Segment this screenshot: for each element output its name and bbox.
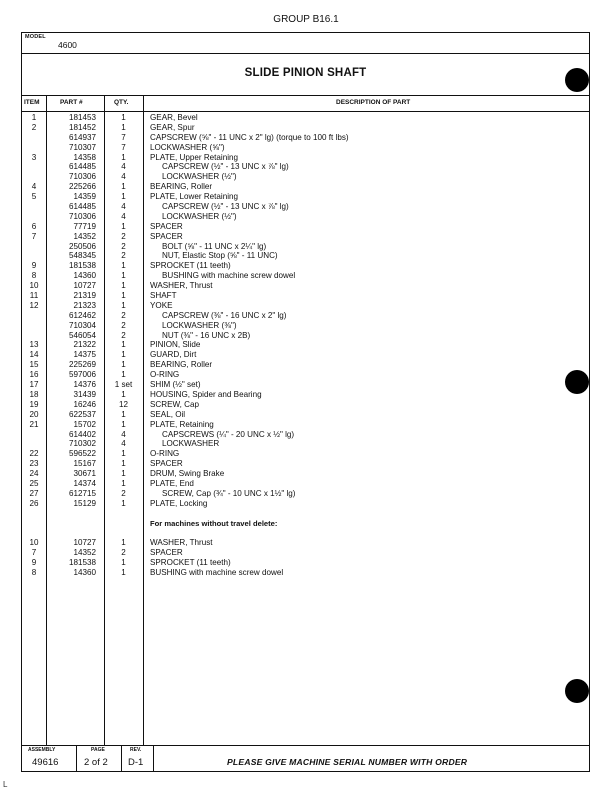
table-row [22, 113, 589, 123]
part-number: 710306 [68, 172, 96, 182]
part-description: SPACER [150, 548, 183, 558]
part-description: CAPSCREW (½" - 13 UNC x ⅞" lg) [162, 202, 289, 212]
part-description: SPACER [150, 231, 183, 241]
table-row [22, 331, 589, 341]
part-description: BEARING, Roller [150, 182, 213, 192]
part-description: O-RING [150, 370, 180, 380]
part-description: SCREW, Cap [150, 399, 200, 409]
table-row [22, 538, 589, 548]
quantity: 4 [121, 162, 126, 172]
item-number: 7 [31, 231, 37, 241]
quantity: 1 [121, 558, 126, 568]
model-label: MODEL [25, 34, 46, 40]
quantity: 2 [121, 310, 126, 320]
table-row [22, 232, 589, 242]
part-number: 181452 [68, 122, 96, 132]
part-description: SHAFT [150, 291, 177, 301]
quantity: 2 [121, 320, 126, 330]
part-number: 225266 [68, 182, 96, 192]
item-number: 9 [31, 261, 37, 271]
part-number: 614485 [68, 202, 96, 212]
part-description: SPACER [150, 459, 183, 469]
assembly-label: ASSEMBLY [28, 747, 56, 753]
item-number: 26 [29, 498, 39, 508]
rev-value: D-1 [128, 757, 144, 768]
item-number: 17 [29, 380, 39, 390]
part-description: PLATE, Retaining [150, 419, 214, 429]
model-box [22, 33, 589, 54]
binder-hole [565, 370, 589, 394]
part-description: O-RING [150, 449, 180, 459]
part-number: 597006 [68, 370, 96, 380]
item-number: 11 [29, 291, 39, 301]
table-row [22, 420, 589, 430]
quantity: 2 [121, 241, 126, 251]
part-description: NUT (⅜" - 16 UNC x 2B) [162, 330, 251, 340]
item-number: 6 [31, 221, 37, 231]
table-row [22, 212, 589, 222]
table-row [22, 251, 589, 261]
quantity: 1 [121, 459, 126, 469]
table-row [22, 340, 589, 350]
table-row [22, 360, 589, 370]
page-number: 2 of 2 [84, 757, 108, 768]
parts-list [22, 113, 589, 578]
footer-divider [121, 746, 122, 772]
item-number: 25 [29, 478, 39, 488]
section-note: For machines without travel delete: [150, 518, 278, 528]
part-number: 21319 [73, 291, 96, 301]
part-description: CAPSCREW (½" - 13 UNC x ⅞" lg) [162, 162, 289, 172]
part-number: 14376 [73, 380, 96, 390]
item-number: 18 [29, 389, 39, 399]
item-number: 7 [31, 548, 37, 558]
quantity: 7 [121, 142, 126, 152]
part-number: 10727 [73, 538, 96, 548]
table-row [22, 143, 589, 153]
part-number: 710307 [68, 142, 96, 152]
binder-hole [565, 68, 589, 92]
quantity: 1 [121, 113, 126, 122]
item-number: 1 [31, 113, 37, 122]
table-row [22, 192, 589, 202]
part-number: 14375 [73, 350, 96, 360]
table-row [22, 172, 589, 182]
part-description: NUT, Elastic Stop (⅝" - 11 UNC) [162, 251, 278, 261]
table-row [22, 370, 589, 380]
item-number: 8 [31, 567, 37, 577]
table-row [22, 123, 589, 133]
serial-number-notice: PLEASE GIVE MACHINE SERIAL NUMBER WITH ORDER [227, 757, 468, 767]
table-row [22, 291, 589, 301]
table-row [22, 410, 589, 420]
page-title: SLIDE PINION SHAFT [244, 67, 367, 79]
part-description: SCREW, Cap (¾" - 10 UNC x 1½" lg) [162, 488, 296, 498]
quantity: 7 [121, 132, 126, 142]
column-header-qty: QTY. [114, 99, 129, 106]
part-description: LOCKWASHER (½") [162, 172, 237, 182]
part-number: 21322 [73, 340, 96, 350]
quantity: 1 [121, 370, 126, 380]
part-number: 250506 [68, 241, 96, 251]
part-number: 14358 [73, 152, 96, 162]
part-number: 14360 [73, 567, 96, 577]
quantity: 1 [121, 300, 126, 310]
table-row [22, 449, 589, 459]
part-number: 14374 [73, 478, 96, 488]
table-row [22, 558, 589, 568]
part-description: LOCKWASHER (½") [162, 211, 237, 221]
table-row [22, 439, 589, 449]
table-row [22, 321, 589, 331]
item-number: 14 [29, 350, 39, 360]
part-number: 622537 [68, 409, 96, 419]
table-row [22, 242, 589, 252]
part-description: CAPSCREW (⅝" - 11 UNC x 2" lg) (torque to 100 ft lbs) [150, 132, 349, 142]
part-number: 710304 [68, 320, 96, 330]
quantity: 4 [121, 202, 126, 212]
part-number: 614485 [68, 162, 96, 172]
quantity: 1 [121, 449, 126, 459]
quantity: 1 [121, 360, 126, 370]
part-description: SPROCKET (11 teeth) [150, 261, 231, 271]
model-value: 4600 [58, 40, 77, 50]
table-row [22, 202, 589, 212]
part-description: SPACER [150, 221, 183, 231]
table-row [22, 499, 589, 509]
part-description: CAPSCREW (⅜" - 16 UNC x 2" lg) [162, 310, 287, 320]
part-number: 181453 [68, 113, 96, 122]
part-description: LOCKWASHER [162, 439, 220, 449]
table-row [22, 430, 589, 440]
column-header-description: DESCRIPTION OF PART [336, 99, 411, 106]
quantity: 2 [121, 231, 126, 241]
item-number: 8 [31, 271, 37, 281]
part-number: 546054 [68, 330, 96, 340]
group-label: GROUP B16.1 [273, 14, 339, 25]
part-description: BUSHING with machine screw dowel [162, 271, 296, 281]
footer [22, 745, 589, 772]
table-row [22, 548, 589, 558]
table-row [22, 459, 589, 469]
table-row [22, 568, 589, 578]
quantity: 4 [121, 211, 126, 221]
footer-divider [76, 746, 77, 772]
part-description: SHIM (½" set) [150, 380, 201, 390]
quantity: 1 [121, 271, 126, 281]
quantity: 1 [121, 152, 126, 162]
table-row [22, 350, 589, 360]
item-number: 15 [29, 360, 39, 370]
part-description: HOUSING, Spider and Bearing [150, 389, 262, 399]
item-number: 10 [29, 538, 39, 548]
part-number: 30671 [73, 469, 96, 479]
quantity: 4 [121, 172, 126, 182]
part-number: 614937 [68, 132, 96, 142]
part-number: 15167 [73, 459, 96, 469]
part-number: 612715 [68, 488, 96, 498]
part-description: PLATE, Locking [150, 498, 208, 508]
item-number: 3 [31, 152, 37, 162]
part-description: SPROCKET (11 teeth) [150, 558, 231, 568]
corner-mark: L [3, 780, 8, 789]
part-description: LOCKWASHER (⅝") [150, 142, 225, 152]
part-number: 15702 [73, 419, 96, 429]
part-description: PINION, Slide [150, 340, 201, 350]
item-number: 24 [29, 469, 39, 479]
item-number: 10 [29, 281, 39, 291]
part-description: LOCKWASHER (⅜") [162, 320, 237, 330]
part-number: 31439 [73, 389, 96, 399]
part-description: WASHER, Thrust [150, 281, 213, 291]
table-row [22, 153, 589, 163]
quantity: 1 [121, 122, 126, 132]
table-row [22, 479, 589, 489]
part-description: DRUM, Swing Brake [150, 469, 225, 479]
part-description: SEAL, Oil [150, 409, 186, 419]
footer-divider [153, 746, 154, 772]
part-description: GEAR, Bevel [150, 113, 198, 122]
table-row [22, 311, 589, 321]
item-number: 19 [29, 399, 39, 409]
item-number: 2 [31, 122, 37, 132]
part-description: BUSHING with machine screw dowel [150, 567, 284, 577]
table-row [22, 509, 589, 519]
quantity: 4 [121, 429, 126, 439]
part-number: 614402 [68, 429, 96, 439]
table-row [22, 271, 589, 281]
table-row [22, 528, 589, 538]
part-number: 596522 [68, 449, 96, 459]
quantity: 1 [121, 478, 126, 488]
quantity: 1 [121, 409, 126, 419]
quantity: 2 [121, 488, 126, 498]
quantity: 1 [121, 192, 126, 202]
part-number: 14352 [73, 548, 96, 558]
item-number: 22 [29, 449, 39, 459]
quantity: 1 [121, 182, 126, 192]
part-description: CAPSCREWS (¼" - 20 UNC x ½" lg) [162, 429, 295, 439]
table-row [22, 469, 589, 479]
item-number: 23 [29, 459, 39, 469]
item-number: 12 [29, 300, 39, 310]
quantity: 1 [121, 261, 126, 271]
item-number: 5 [31, 192, 37, 202]
quantity: 1 [121, 567, 126, 577]
item-number: 9 [31, 558, 37, 568]
column-header-row [22, 95, 589, 112]
part-number: 181538 [68, 558, 96, 568]
part-number: 14352 [73, 231, 96, 241]
quantity: 1 [121, 469, 126, 479]
part-description: BEARING, Roller [150, 360, 213, 370]
quantity: 12 [118, 399, 128, 409]
quantity: 1 [121, 291, 126, 301]
item-number: 20 [29, 409, 39, 419]
part-number: 710306 [68, 211, 96, 221]
part-number: 15129 [73, 498, 96, 508]
quantity: 1 [121, 221, 126, 231]
quantity: 1 [121, 389, 126, 399]
table-row [22, 222, 589, 232]
quantity: 1 [121, 281, 126, 291]
part-description: PLATE, Lower Retaining [150, 192, 239, 202]
quantity: 1 [121, 350, 126, 360]
part-number: 14359 [73, 192, 96, 202]
part-number: 612462 [68, 310, 96, 320]
quantity: 2 [121, 548, 126, 558]
page-label: PAGE [91, 747, 105, 753]
item-number: 21 [29, 419, 39, 429]
part-number: 225269 [68, 360, 96, 370]
binder-hole [565, 679, 589, 703]
item-number: 13 [29, 340, 39, 350]
part-description: WASHER, Thrust [150, 538, 213, 548]
part-number: 548345 [68, 251, 96, 261]
quantity: 2 [121, 251, 126, 261]
quantity: 1 set [114, 380, 133, 390]
part-description: YOKE [150, 300, 173, 310]
part-description: GEAR, Spur [150, 122, 195, 132]
part-description: PLATE, Upper Retaining [150, 152, 239, 162]
parts-sheet [21, 32, 590, 772]
assembly-number: 49616 [32, 757, 59, 768]
table-row [22, 400, 589, 410]
quantity: 1 [121, 419, 126, 429]
part-number: 14360 [73, 271, 96, 281]
item-number: 27 [29, 488, 39, 498]
part-description: PLATE, End [150, 478, 194, 488]
part-description: GUARD, Dirt [150, 350, 197, 360]
part-number: 77719 [73, 221, 96, 231]
part-number: 10727 [73, 281, 96, 291]
table-row [22, 380, 589, 390]
quantity: 2 [121, 330, 126, 340]
table-row [22, 281, 589, 291]
part-number: 710302 [68, 439, 96, 449]
part-number: 181538 [68, 261, 96, 271]
table-row [22, 182, 589, 192]
item-number: 4 [31, 182, 37, 192]
column-header-item: ITEM [24, 99, 40, 106]
table-row [22, 133, 589, 143]
table-row [22, 162, 589, 172]
title-box [22, 53, 589, 96]
table-row [22, 489, 589, 499]
part-description: BOLT (⅝" - 11 UNC x 2¼" lg) [162, 241, 267, 251]
part-number: 21323 [73, 300, 96, 310]
quantity: 1 [121, 498, 126, 508]
table-row [22, 390, 589, 400]
rev-label: REV. [130, 747, 142, 753]
quantity: 4 [121, 439, 126, 449]
part-number: 16246 [73, 399, 96, 409]
table-row [22, 261, 589, 271]
quantity: 1 [121, 340, 126, 350]
quantity: 1 [121, 538, 126, 548]
item-number: 16 [29, 370, 39, 380]
column-header-part: PART # [60, 99, 83, 106]
table-row [22, 519, 589, 529]
table-row [22, 301, 589, 311]
